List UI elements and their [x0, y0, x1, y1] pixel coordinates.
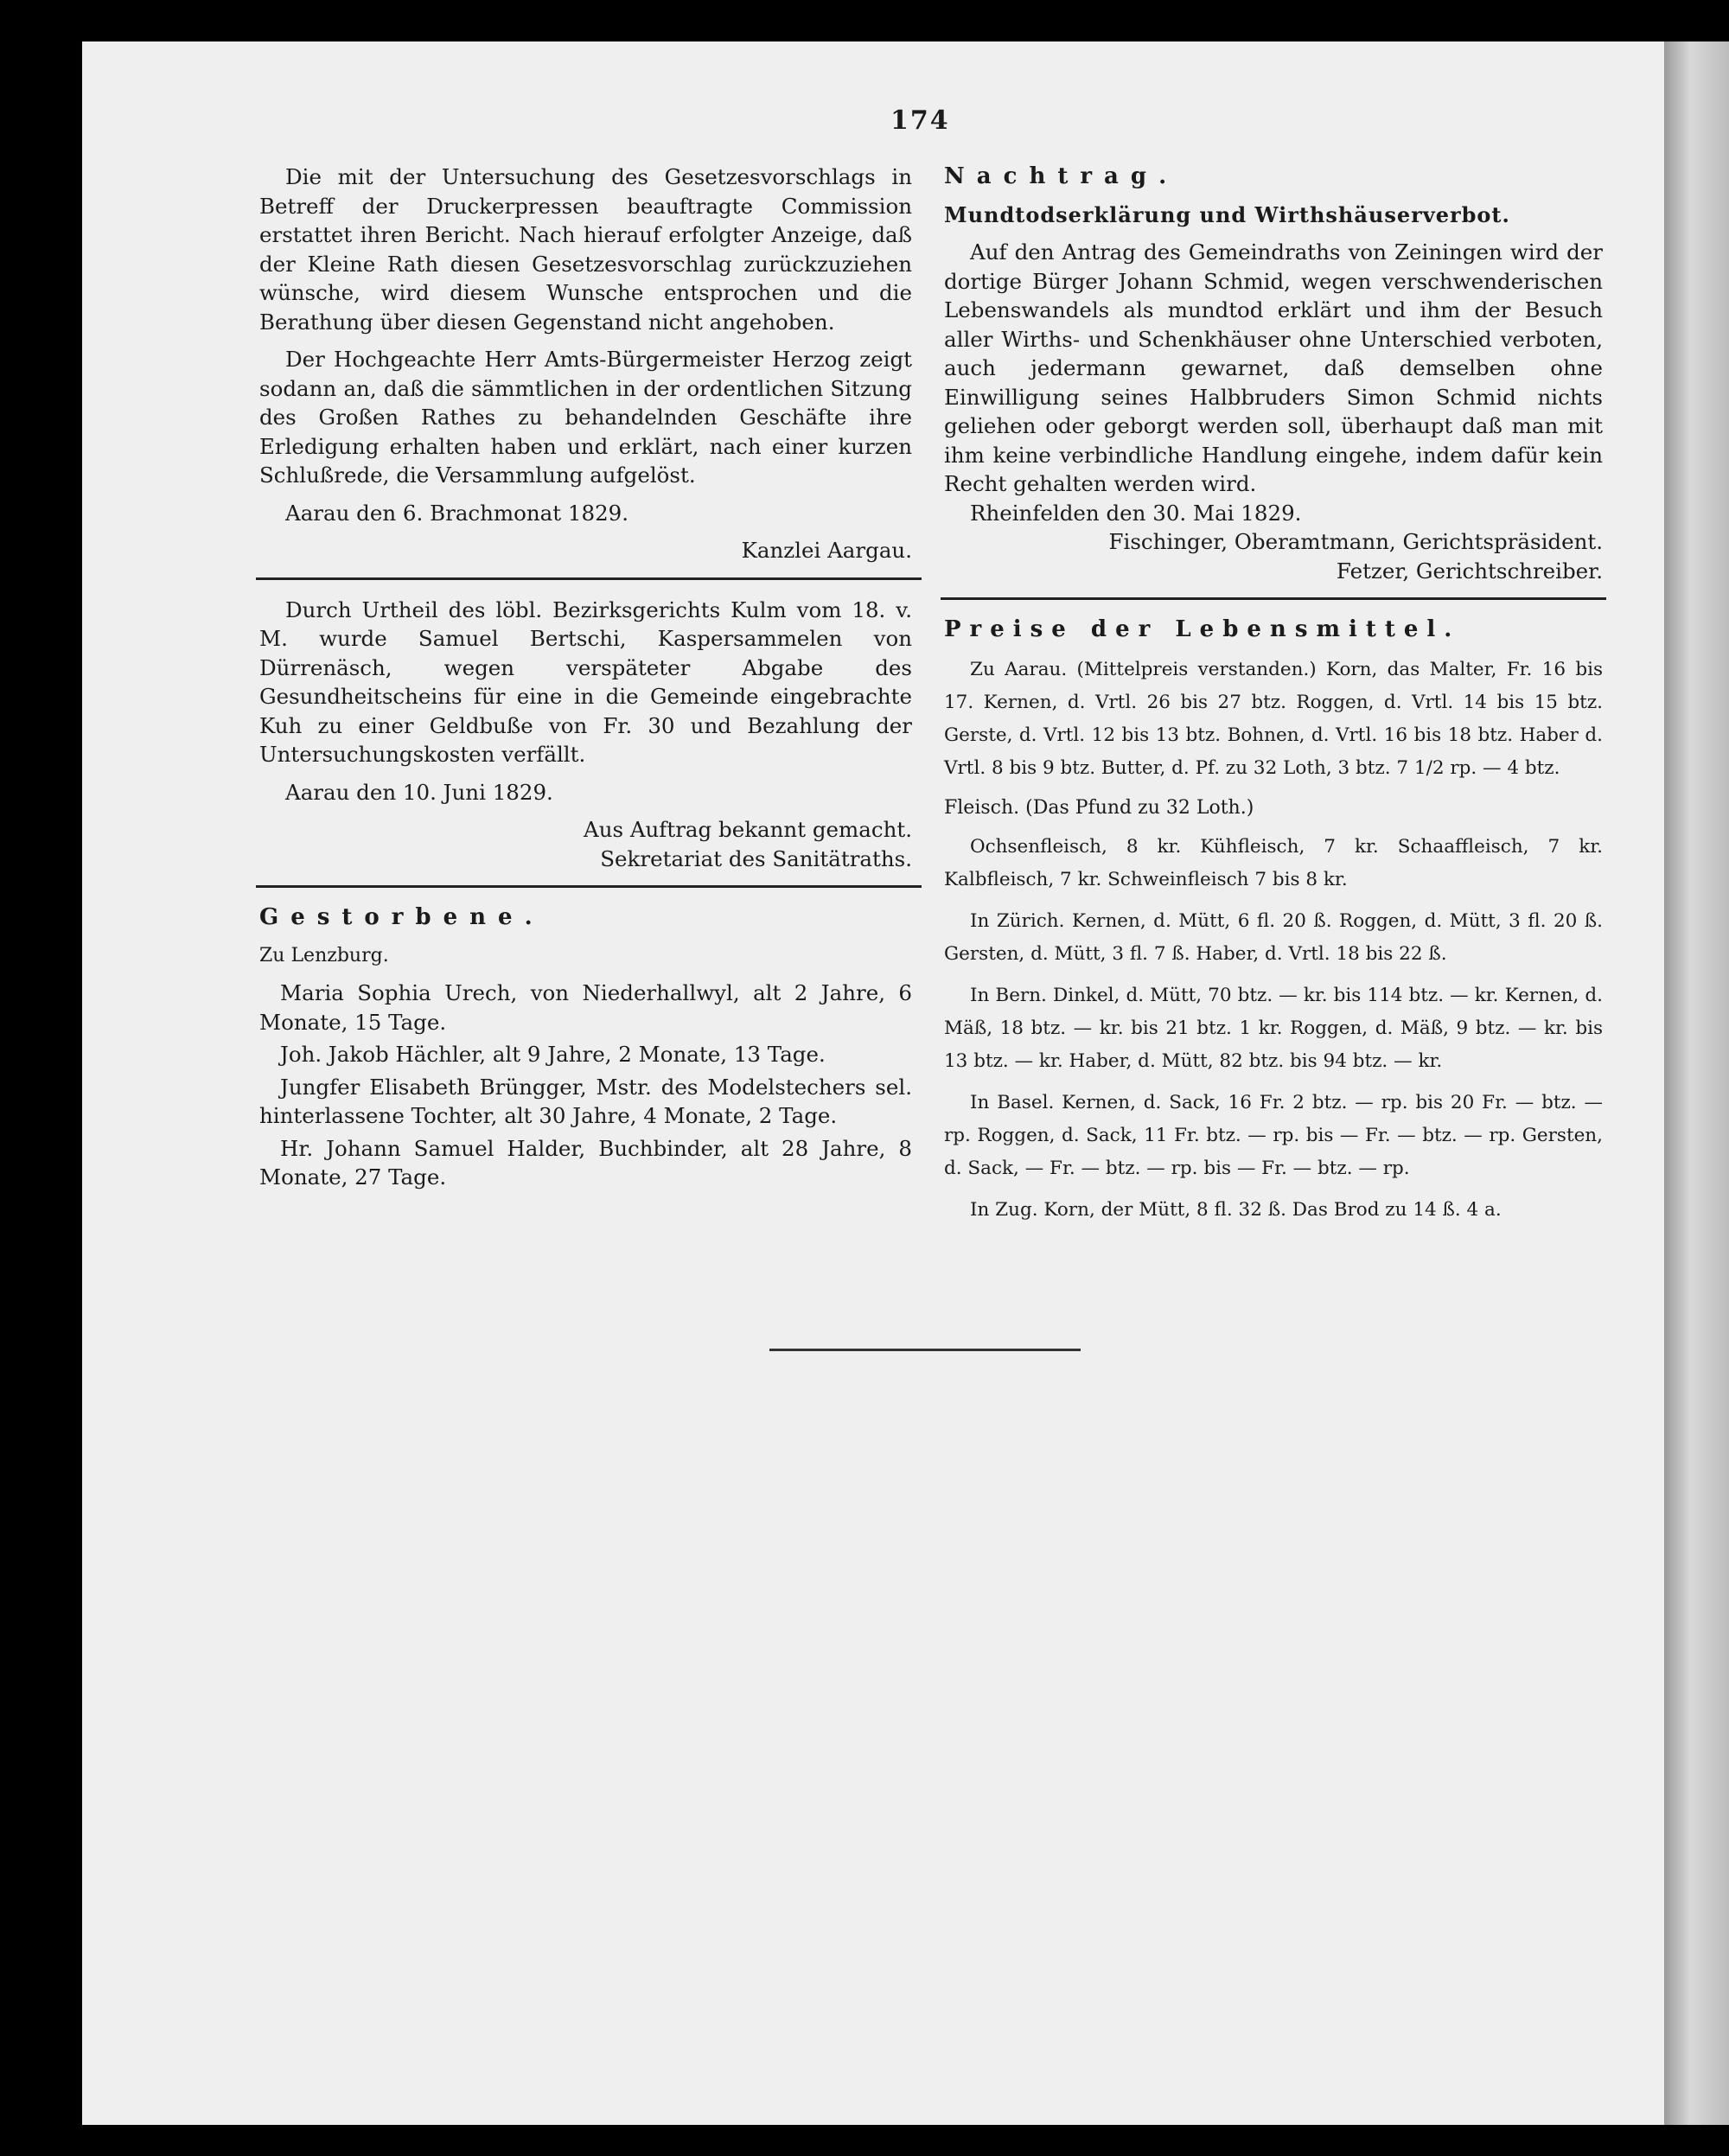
prices-zuerich: In Zürich. Kernen, d. Mütt, 6 fl. 20 ß. Roggen, d. Mütt, 3 fl. 20 ß. Gersten, d. Mütt, 3 fl. 7 ß. Haber, d. Vrtl. 18 bis 22 ß. — [944, 910, 1603, 965]
dateline: Aarau den 6. Brachmonat 1829. — [285, 500, 629, 526]
nachtrag-text: Auf den Antrag des Gemeindraths von Zeiningen wird der dortige Bürger Johann Schmid, wegen verschwenderischen Lebenswandels als mundtod erklärt und ihm der Besuch aller Wirths- und Schenkhäuser ohne Unterschied verboten, auch jedermann gewarnet, daß demselben ohne Einwilligung seines Halbbruders Simon Schmid nichts geliehen oder geborgt werden soll, überhaupt daß man mit ihm keine verbindliche Handlung eingehe, indem dafür kein Recht gehalten werden wird. — [944, 239, 1603, 496]
end-rule — [769, 1349, 1081, 1351]
page-fold — [1664, 41, 1729, 2125]
prices-basel: In Basel. Kernen, d. Sack, 16 Fr. 2 btz. — rp. bis 20 Fr. — btz. — rp. Roggen, d. Sack, 11 Fr. btz. — rp. bis — Fr. — btz. — rp. Gersten, d. Sack, — Fr. — btz. — rp. bis — Fr. — btz. — rp. — [944, 1092, 1603, 1179]
prices-bern: In Bern. Dinkel, d. Mütt, 70 btz. — kr. bis 114 btz. — kr. Kernen, d. Mäß, 18 btz. — kr. bis 21 btz. 1 kr. Roggen, d. Mäß, 9 btz. — kr. bis 13 btz. — kr. Haber, d. Mütt, 82 btz. bis 94 btz. — kr. — [944, 985, 1603, 1072]
left-column — [259, 163, 912, 1196]
right-column — [944, 163, 1603, 1235]
divider — [941, 597, 1606, 600]
death-entry: Jungfer Elisabeth Brüngger, Mstr. des Modelstechers sel. hinterlassene Tochter, alt 30 Jahre, 4 Monate, 2 Tage. — [259, 1074, 912, 1128]
signature-line: Aus Auftrag bekannt gemacht. — [584, 817, 912, 842]
signature-line: Fetzer, Gerichtschreiber. — [1336, 558, 1603, 584]
deaths-place: Zu Lenzburg. — [259, 944, 389, 966]
prices-zug: In Zug. Korn, der Mütt, 8 fl. 32 ß. Das Brod zu 14 ß. 4 a. — [970, 1199, 1502, 1221]
commission-report-paragraph: Die mit der Untersuchung des Gesetzesvorschlags in Betreff der Druckerpressen beauftragte Commission erstattet ihren Bericht. Nach hierauf erfolgter Anzeige, daß der Kleine Rath diesen Gesetzesvorschlag zurückzuziehen wünsche, wird diesem Wunsche entsprochen und die Berathung über diesen Gegenstand nicht angehoben. — [259, 164, 912, 335]
signature: Kanzlei Aargau. — [741, 538, 912, 563]
death-entry: Maria Sophia Urech, von Niederhallwyl, alt 2 Jahre, 6 Monate, 15 Tage. — [259, 980, 912, 1035]
dateline: Rheinfelden den 30. Mai 1829. — [970, 500, 1302, 526]
deaths-heading: Gestorbene. — [259, 904, 545, 930]
fleisch-heading: Fleisch. (Das Pfund zu 32 Loth.) — [944, 796, 1254, 819]
divider — [256, 885, 922, 888]
prices-heading: Preise der Lebensmittel. — [944, 616, 1461, 642]
page-number: 174 — [890, 105, 950, 136]
prices-fleisch: Ochsenfleisch, 8 kr. Kühfleisch, 7 kr. Schaaffleisch, 7 kr. Kalbfleisch, 7 kr. Schweinfleisch 7 bis 8 kr. — [944, 836, 1603, 890]
signature-line: Sekretariat des Sanitätraths. — [600, 845, 912, 871]
death-entry: Hr. Johann Samuel Halder, Buchbinder, alt 28 Jahre, 8 Monate, 27 Tage. — [259, 1135, 912, 1190]
nachtrag-heading: Nachtrag. — [944, 163, 1179, 189]
death-entry: Joh. Jakob Hächler, alt 9 Jahre, 2 Monate, 13 Tage. — [280, 1042, 826, 1067]
nachtrag-title: Mundtodserklärung und Wirthshäuserverbot. — [944, 201, 1510, 227]
session-closing-paragraph: Der Hochgeachte Herr Amts-Bürgermeister Herzog zeigt sodann an, daß die sämmtlichen in der ordentlichen Sitzung des Großen Rathes zu behandelnden Geschäfte ihre Erledigung erhalten haben und erklärt, nach einer kurzen Schlußrede, die Versammlung aufgelöst. — [259, 347, 912, 488]
dateline: Aarau den 10. Juni 1829. — [285, 779, 553, 805]
court-judgment-paragraph: Durch Urtheil des löbl. Bezirksgerichts Kulm vom 18. v. M. wurde Samuel Bertschi, Kaspersammelen von Dürrenäsch, wegen verspäteter Abgabe des Gesundheitscheins für eine in die Gemeinde eingebrachte Kuh zu einer Geldbuße von Fr. 30 und Bezahlung der Untersuchungskosten verfällt. — [259, 596, 912, 767]
signature-line: Fischinger, Oberamtmann, Gerichtspräsident. — [1108, 529, 1603, 554]
prices-aarau: Zu Aarau. (Mittelpreis verstanden.) Korn, das Malter, Fr. 16 bis 17. Kernen, d. Vrtl. 26 bis 27 btz. Roggen, d. Vrtl. 14 bis 15 btz. Gerste, d. Vrtl. 12 bis 13 btz. Bohnen, d. Vrtl. 16 bis 18 btz. Haber d. Vrtl. 8 bis 9 btz. Butter, d. Pf. zu 32 Loth, 3 btz. 7 1/2 rp. — 4 btz. — [944, 658, 1603, 779]
divider — [256, 577, 922, 580]
